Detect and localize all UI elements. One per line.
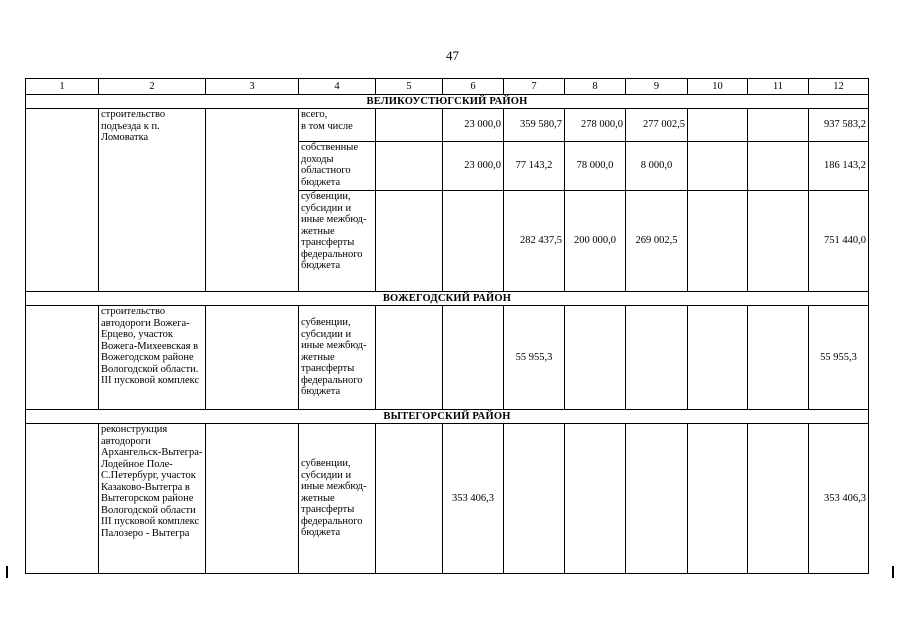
district-row <box>26 410 869 424</box>
funding-source-cell: субвенции, субсидии и иные межбюд-жетные трансферты федерального бюджета <box>299 306 376 410</box>
empty-cell <box>504 424 565 574</box>
empty-cell <box>626 424 688 574</box>
value-cell: 359 580,7 <box>504 109 565 142</box>
empty-cell <box>565 306 626 410</box>
empty-cell <box>748 109 809 142</box>
value-cell: 278 000,0 <box>565 109 626 142</box>
empty-cell <box>748 142 809 191</box>
header-cell: 10 <box>688 79 748 95</box>
header-cell: 1 <box>26 79 99 95</box>
table-row <box>26 424 869 574</box>
header-cell: 5 <box>376 79 443 95</box>
value-cell: 353 406,3 <box>443 424 504 574</box>
empty-cell <box>748 191 809 292</box>
empty-cell <box>688 109 748 142</box>
object-name-cell: строительство подъезда к п. Ломоватка <box>99 109 206 292</box>
funding-source-cell: всего, в том числе <box>299 109 376 142</box>
total-cell: 937 583,2 <box>809 109 869 142</box>
header-cell: 3 <box>206 79 299 95</box>
empty-cell <box>688 142 748 191</box>
district-row <box>26 292 869 306</box>
value-cell: 78 000,0 <box>565 142 626 191</box>
table-row <box>26 306 869 410</box>
value-cell: 77 143,2 <box>504 142 565 191</box>
district-velikoustyug-title: ВЕЛИКОУСТЮГСКИЙ РАЙОН <box>26 95 869 109</box>
empty-cell <box>26 109 99 292</box>
empty-cell <box>688 191 748 292</box>
value-cell: 200 000,0 <box>565 191 626 292</box>
district-vozhega-title: ВОЖЕГОДСКИЙ РАЙОН <box>26 292 869 306</box>
empty-cell <box>206 306 299 410</box>
total-cell: 55 955,3 <box>809 306 869 410</box>
header-cell: 11 <box>748 79 809 95</box>
header-cell: 12 <box>809 79 869 95</box>
empty-cell <box>688 306 748 410</box>
funding-source-cell: собственные доходы областного бюджета <box>299 142 376 191</box>
empty-cell <box>376 191 443 292</box>
table-row <box>26 109 869 142</box>
empty-cell <box>443 191 504 292</box>
empty-cell <box>443 306 504 410</box>
district-vytegra-title: ВЫТЕГОРСКИЙ РАЙОН <box>26 410 869 424</box>
empty-cell <box>376 424 443 574</box>
empty-cell <box>688 424 748 574</box>
value-cell: 23 000,0 <box>443 142 504 191</box>
left-edge-mark <box>6 566 8 578</box>
empty-cell <box>376 109 443 142</box>
value-cell: 23 000,0 <box>443 109 504 142</box>
empty-cell <box>26 424 99 574</box>
header-cell: 9 <box>626 79 688 95</box>
empty-cell <box>376 306 443 410</box>
object-name-cell: реконструкция автодороги Архангельск-Вытегра-Лодейное Поле-С.Петербург, участок Казаково-Вытегра в Вытегорском районе Вологодской области III пусковой комплекс Палозеро - Вытегра <box>99 424 206 574</box>
empty-cell <box>626 306 688 410</box>
object-name-cell: строительство автодороги Вожега-Ерцево, участок Вожега-Михеевская в Вожегодском районе Вологодской области. III пусковой комплекс <box>99 306 206 410</box>
empty-cell <box>206 109 299 292</box>
header-row <box>26 79 869 95</box>
empty-cell <box>748 306 809 410</box>
header-cell: 4 <box>299 79 376 95</box>
header-cell: 6 <box>443 79 504 95</box>
total-cell: 186 143,2 <box>809 142 869 191</box>
budget-table <box>25 78 869 574</box>
header-cell: 7 <box>504 79 565 95</box>
empty-cell <box>26 306 99 410</box>
value-cell: 8 000,0 <box>626 142 688 191</box>
value-cell: 269 002,5 <box>626 191 688 292</box>
header-cell: 2 <box>99 79 206 95</box>
total-cell: 353 406,3 <box>809 424 869 574</box>
funding-source-cell: субвенции, субсидии и иные межбюд-жетные трансферты федерального бюджета <box>299 424 376 574</box>
empty-cell <box>206 424 299 574</box>
total-cell: 751 440,0 <box>809 191 869 292</box>
value-cell: 55 955,3 <box>504 306 565 410</box>
value-cell: 282 437,5 <box>504 191 565 292</box>
value-cell: 277 002,5 <box>626 109 688 142</box>
right-edge-mark <box>892 566 894 578</box>
page-number: 47 <box>446 48 459 63</box>
funding-source-cell: субвенции, субсидии и иные межбюд-жетные трансферты федерального бюджета <box>299 191 376 292</box>
district-row <box>26 95 869 109</box>
header-cell: 8 <box>565 79 626 95</box>
empty-cell <box>376 142 443 191</box>
empty-cell <box>565 424 626 574</box>
empty-cell <box>748 424 809 574</box>
